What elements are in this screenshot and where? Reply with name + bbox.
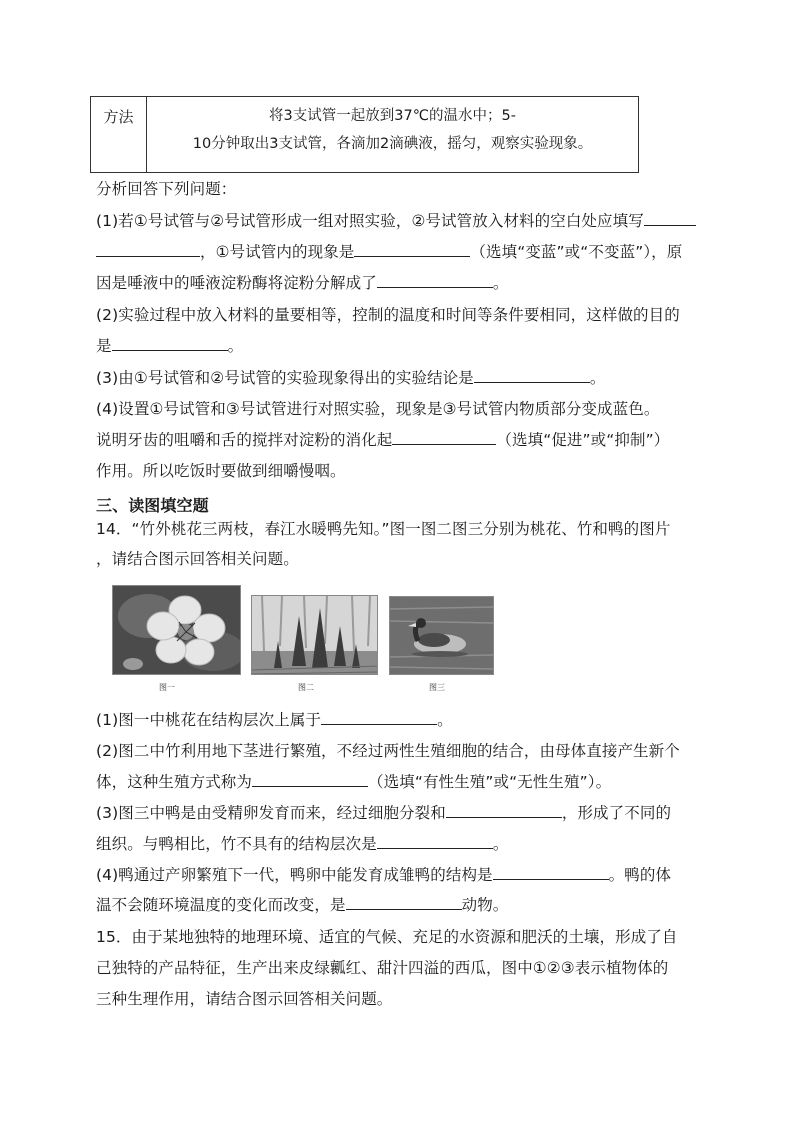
method-description [147,97,638,172]
answer-blank[interactable] [321,710,437,725]
answer-blank[interactable] [392,430,496,445]
q15-line3: 三种生理作用，请结合图示回答相关问题。 [96,990,393,1008]
figure-caption: 图一 [159,683,175,692]
answer-blank[interactable] [377,834,493,849]
q15-line2: 己独特的产品特征，生产出来皮绿瓤红、甜汁四溢的西瓜，图中①②③表示植物体的 [96,959,669,977]
answer-blank[interactable] [96,242,200,257]
q14-p3-line1: (3)图三中鸭是由受精卵发育而来，经过细胞分裂和 ，形成了不同的 [96,804,672,822]
q15-line1: 15．由于某地独特的地理环境、适宜的气候、充足的水资源和肥沃的土壤，形成了自 [96,928,678,946]
q14-p4-line2: 温不会随环境温度的变化而改变，是 动物。 [96,896,509,914]
q14-p4-line1: (4)鸭通过产卵繁殖下一代，鸭卵中能发育成雏鸭的结构是 。鸭的体 [96,866,672,884]
peach-blossom-photo [112,585,241,675]
q13-p1-line2: ，①号试管内的现象是 （选填“变蓝”或“不变蓝”），原 [96,240,682,262]
q13-p4-line2: 说明牙齿的咀嚼和舌的搅拌对淀粉的消化起 （选填“促进”或“抑制”） [96,431,670,449]
method-table [90,96,639,173]
q13-p1-line1: (1)若①号试管与②号试管形成一组对照实验，②号试管放入材料的空白处应填写 [96,209,696,231]
answer-blank[interactable] [474,368,590,383]
q13-p4-line3: 作用。所以吃饭时要做到细嚼慢咽。 [96,462,346,480]
answer-blank[interactable] [112,336,228,351]
q13-p1-line3: 因是唾液中的唾液淀粉酶将淀粉分解成了 。 [96,274,509,292]
answer-blank[interactable] [446,803,562,818]
answer-blank[interactable] [493,865,609,880]
q14-stem-line2: ，请结合图示回答相关问题。 [96,550,299,568]
duck-photo [389,596,494,675]
bamboo-shoots-photo [251,595,378,675]
q14-p1: (1)图一中桃花在结构层次上属于 。 [96,711,453,729]
q13-p2-line1: (2)实验过程中放入材料的量要相等，控制的温度和时间等条件要相同，这样做的目的 [96,306,680,324]
q14-p3-line2: 组织。与鸭相比，竹不具有的结构层次是 。 [96,835,509,853]
q13-p2-line2: 是 。 [96,337,244,355]
figure-caption: 图二 [298,683,314,692]
answer-blank[interactable] [346,895,462,910]
answer-blank[interactable] [377,273,493,288]
answer-blank[interactable] [644,211,696,226]
analysis-intro: 分析回答下列问题： [96,180,237,198]
answer-blank[interactable] [354,242,470,257]
method-label: 方法 [91,97,147,172]
method-line-1: 将3支试管一起放到37℃的温水中；5- [269,108,516,124]
q13-p4-line1: (4)设置①号试管和③号试管进行对照实验，现象是③号试管内物质部分变成蓝色。 [96,400,660,418]
q14-stem-line1: 14．“竹外桃花三两枝，春江水暖鸭先知。”图一图二图三分别为桃花、竹和鸭的图片 [96,520,671,538]
figure-caption: 图三 [429,683,445,692]
method-line-2: 10分钟取出3支试管，各滴加2滴碘液，摇匀，观察实验现象。 [192,136,593,152]
section-title: 三、读图填空题 [96,496,209,515]
q14-p2-line2: 体，这种生殖方式称为 （选填“有性生殖”或“无性生殖”）。 [96,773,612,791]
q14-p2-line1: (2)图二中竹利用地下茎进行繁殖，不经过两性生殖细胞的结合，由母体直接产生新个 [96,742,680,760]
q13-p3: (3)由①号试管和②号试管的实验现象得出的实验结论是 。 [96,369,606,387]
answer-blank[interactable] [252,772,368,787]
